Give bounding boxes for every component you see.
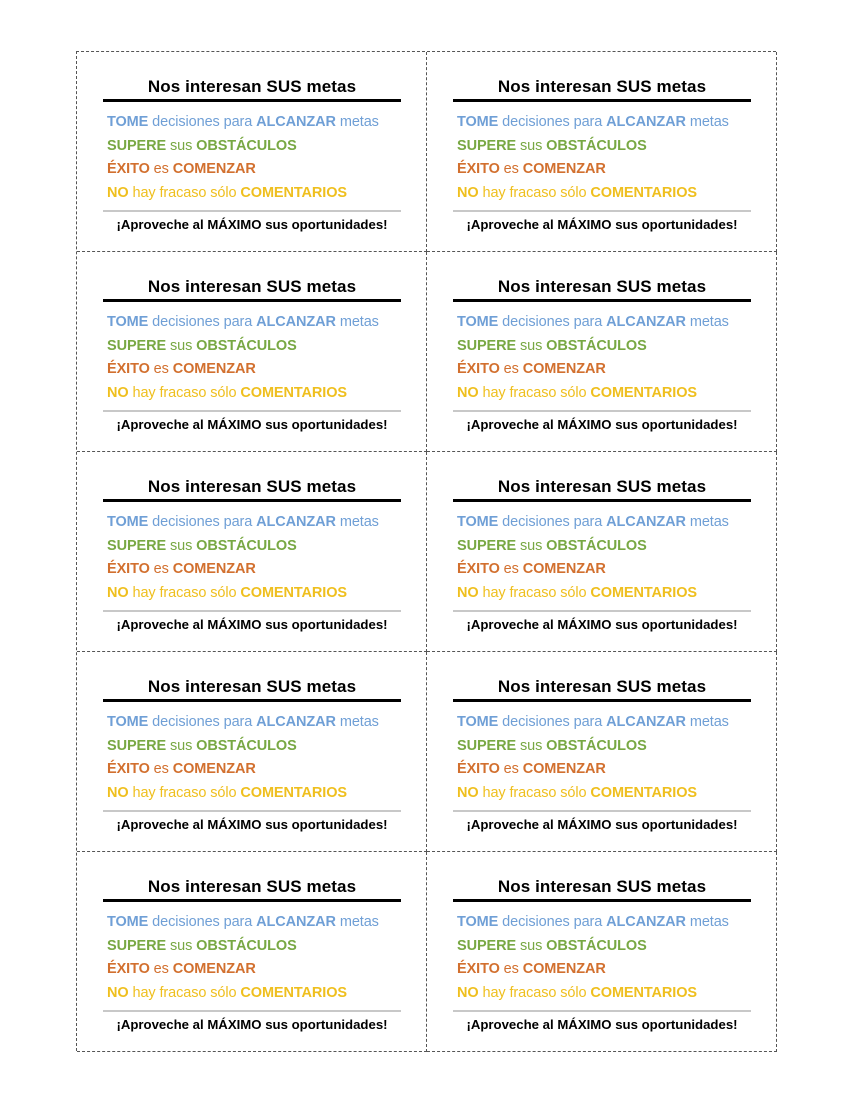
- slogan-keyword: NO: [457, 984, 479, 1001]
- slogan-line-exito: [457, 358, 751, 382]
- slogan-keyword: ALCANZAR: [606, 714, 686, 730]
- card-divider: [103, 210, 401, 212]
- slogan-keyword: ALCANZAR: [606, 914, 686, 930]
- slogan-keyword: COMENTARIOS: [240, 984, 347, 1001]
- slogan-text: hay fracaso sólo: [478, 184, 591, 201]
- slogan-text: es: [499, 761, 523, 777]
- slogan-keyword: ÉXITO: [107, 561, 150, 577]
- slogan-keyword: COMENZAR: [522, 361, 606, 377]
- slogan-line-no: [457, 782, 751, 806]
- slogan-text: decisiones para: [148, 914, 257, 930]
- slogan-keyword: OBSTÁCULOS: [196, 737, 297, 754]
- slogan-line-no: [457, 582, 751, 606]
- slogan-text: sus: [166, 137, 197, 154]
- slogan-keyword: NO: [107, 784, 129, 801]
- card-footer: ¡Aproveche al MÁXIMO sus oportunidades!: [116, 217, 388, 232]
- slogan-keyword: ÉXITO: [107, 161, 150, 177]
- slogan-keyword: OBSTÁCULOS: [196, 537, 297, 554]
- slogan-keyword: NO: [457, 184, 479, 201]
- slogan-keyword: SUPERE: [457, 337, 517, 354]
- slogan-line-exito: [107, 758, 401, 782]
- slogan-keyword: COMENTARIOS: [240, 784, 347, 801]
- slogan-line-tome: [107, 711, 401, 735]
- slogan-keyword: OBSTÁCULOS: [546, 537, 647, 554]
- slogan-line-exito: [457, 158, 751, 182]
- card-content: [103, 276, 401, 434]
- slogan-keyword: NO: [107, 584, 129, 601]
- slogan-keyword: OBSTÁCULOS: [196, 337, 297, 354]
- slogan-text: decisiones para: [498, 314, 607, 330]
- slogan-keyword: TOME: [457, 314, 499, 330]
- card-title: Nos interesan SUS metas: [453, 476, 751, 502]
- slogan-keyword: SUPERE: [107, 537, 167, 554]
- card-content: [453, 476, 751, 634]
- card-title: Nos interesan SUS metas: [103, 76, 401, 102]
- business-card: [427, 52, 777, 252]
- card-title: Nos interesan SUS metas: [453, 76, 751, 102]
- slogan-keyword: ÉXITO: [457, 961, 500, 977]
- business-card: [77, 452, 427, 652]
- slogan-text: sus: [516, 737, 547, 754]
- slogan-keyword: SUPERE: [457, 537, 517, 554]
- slogan-keyword: ÉXITO: [457, 361, 500, 377]
- slogan-keyword: TOME: [457, 514, 499, 530]
- card-divider: [453, 610, 751, 612]
- slogan-keyword: COMENTARIOS: [240, 184, 347, 201]
- slogan-keyword: COMENTARIOS: [590, 184, 697, 201]
- slogan-text: metas: [335, 314, 379, 330]
- slogan-text: decisiones para: [148, 514, 257, 530]
- slogan-keyword: TOME: [457, 914, 499, 930]
- slogan-text: metas: [685, 514, 729, 530]
- card-content: [453, 676, 751, 834]
- slogan-keyword: SUPERE: [107, 737, 167, 754]
- slogan-text: sus: [166, 537, 197, 554]
- card-slogan-lines: [103, 711, 401, 805]
- slogan-line-exito: [457, 758, 751, 782]
- slogan-line-no: [107, 182, 401, 206]
- slogan-text: decisiones para: [498, 914, 607, 930]
- slogan-keyword: NO: [107, 384, 129, 401]
- slogan-text: metas: [685, 914, 729, 930]
- slogan-line-no: [107, 982, 401, 1006]
- slogan-keyword: TOME: [107, 914, 149, 930]
- slogan-text: metas: [335, 514, 379, 530]
- slogan-keyword: COMENZAR: [172, 961, 256, 977]
- slogan-text: decisiones para: [498, 514, 607, 530]
- business-card: [427, 652, 777, 852]
- slogan-keyword: NO: [107, 984, 129, 1001]
- slogan-text: metas: [335, 914, 379, 930]
- slogan-keyword: ALCANZAR: [606, 114, 686, 130]
- slogan-keyword: COMENTARIOS: [590, 984, 697, 1001]
- slogan-text: sus: [516, 137, 547, 154]
- slogan-line-supere: [107, 935, 401, 959]
- business-card: [77, 52, 427, 252]
- slogan-text: es: [149, 761, 173, 777]
- slogan-text: decisiones para: [148, 714, 257, 730]
- card-footer: ¡Aproveche al MÁXIMO sus oportunidades!: [466, 817, 738, 832]
- card-divider: [453, 410, 751, 412]
- card-title: Nos interesan SUS metas: [103, 276, 401, 302]
- slogan-line-supere: [457, 735, 751, 759]
- card-content: [103, 676, 401, 834]
- card-content: [453, 76, 751, 234]
- slogan-keyword: SUPERE: [107, 937, 167, 954]
- card-divider: [453, 810, 751, 812]
- slogan-text: hay fracaso sólo: [128, 184, 241, 201]
- slogan-keyword: COMENTARIOS: [240, 384, 347, 401]
- slogan-keyword: ALCANZAR: [256, 514, 336, 530]
- slogan-keyword: OBSTÁCULOS: [546, 737, 647, 754]
- slogan-text: hay fracaso sólo: [478, 784, 591, 801]
- slogan-keyword: TOME: [457, 714, 499, 730]
- slogan-text: es: [499, 961, 523, 977]
- slogan-line-no: [107, 582, 401, 606]
- business-card: [427, 852, 777, 1052]
- slogan-keyword: SUPERE: [457, 737, 517, 754]
- business-card: [77, 652, 427, 852]
- slogan-line-supere: [107, 335, 401, 359]
- slogan-keyword: COMENTARIOS: [590, 384, 697, 401]
- card-divider: [453, 210, 751, 212]
- slogan-keyword: ALCANZAR: [256, 114, 336, 130]
- card-footer: ¡Aproveche al MÁXIMO sus oportunidades!: [116, 817, 388, 832]
- slogan-keyword: COMENZAR: [522, 961, 606, 977]
- slogan-keyword: COMENTARIOS: [590, 784, 697, 801]
- slogan-keyword: SUPERE: [107, 337, 167, 354]
- slogan-text: decisiones para: [148, 114, 257, 130]
- slogan-keyword: OBSTÁCULOS: [196, 937, 297, 954]
- slogan-keyword: ÉXITO: [457, 161, 500, 177]
- slogan-keyword: OBSTÁCULOS: [546, 337, 647, 354]
- slogan-line-exito: [457, 558, 751, 582]
- slogan-text: es: [149, 361, 173, 377]
- card-slogan-lines: [103, 111, 401, 205]
- card-title: Nos interesan SUS metas: [453, 876, 751, 902]
- card-divider: [103, 810, 401, 812]
- card-title: Nos interesan SUS metas: [453, 676, 751, 702]
- business-card: [427, 452, 777, 652]
- slogan-keyword: COMENZAR: [522, 761, 606, 777]
- slogan-line-supere: [107, 135, 401, 159]
- slogan-line-supere: [457, 135, 751, 159]
- slogan-line-exito: [107, 558, 401, 582]
- slogan-line-no: [457, 982, 751, 1006]
- slogan-keyword: OBSTÁCULOS: [546, 137, 647, 154]
- slogan-line-tome: [457, 711, 751, 735]
- card-footer: ¡Aproveche al MÁXIMO sus oportunidades!: [116, 417, 388, 432]
- card-slogan-lines: [453, 511, 751, 605]
- slogan-keyword: ALCANZAR: [606, 514, 686, 530]
- slogan-keyword: NO: [107, 184, 129, 201]
- slogan-keyword: COMENZAR: [522, 161, 606, 177]
- card-footer: ¡Aproveche al MÁXIMO sus oportunidades!: [466, 1017, 738, 1032]
- card-content: [103, 476, 401, 634]
- slogan-line-tome: [107, 111, 401, 135]
- slogan-text: sus: [166, 737, 197, 754]
- slogan-line-tome: [107, 311, 401, 335]
- business-card-sheet: [76, 51, 776, 1051]
- slogan-text: sus: [166, 337, 197, 354]
- slogan-keyword: SUPERE: [457, 937, 517, 954]
- slogan-text: es: [499, 161, 523, 177]
- slogan-keyword: SUPERE: [107, 137, 167, 154]
- card-footer: ¡Aproveche al MÁXIMO sus oportunidades!: [466, 617, 738, 632]
- slogan-line-tome: [107, 511, 401, 535]
- slogan-text: decisiones para: [498, 114, 607, 130]
- slogan-line-no: [107, 382, 401, 406]
- slogan-line-supere: [457, 335, 751, 359]
- card-slogan-lines: [103, 911, 401, 1005]
- slogan-line-tome: [107, 911, 401, 935]
- slogan-line-supere: [457, 935, 751, 959]
- slogan-line-exito: [107, 158, 401, 182]
- slogan-line-tome: [457, 311, 751, 335]
- card-divider: [103, 610, 401, 612]
- slogan-text: decisiones para: [498, 714, 607, 730]
- slogan-keyword: COMENTARIOS: [590, 584, 697, 601]
- slogan-keyword: NO: [457, 784, 479, 801]
- slogan-line-tome: [457, 911, 751, 935]
- slogan-keyword: ALCANZAR: [606, 314, 686, 330]
- card-title: Nos interesan SUS metas: [453, 276, 751, 302]
- slogan-text: sus: [516, 337, 547, 354]
- slogan-keyword: COMENZAR: [522, 561, 606, 577]
- card-footer: ¡Aproveche al MÁXIMO sus oportunidades!: [116, 617, 388, 632]
- card-slogan-lines: [453, 111, 751, 205]
- slogan-line-supere: [107, 735, 401, 759]
- card-footer: ¡Aproveche al MÁXIMO sus oportunidades!: [466, 217, 738, 232]
- slogan-text: hay fracaso sólo: [128, 784, 241, 801]
- slogan-text: metas: [335, 714, 379, 730]
- slogan-line-tome: [457, 511, 751, 535]
- slogan-text: sus: [516, 537, 547, 554]
- card-title: Nos interesan SUS metas: [103, 876, 401, 902]
- slogan-text: sus: [516, 937, 547, 954]
- business-card: [427, 252, 777, 452]
- slogan-text: metas: [685, 714, 729, 730]
- slogan-text: es: [149, 161, 173, 177]
- card-slogan-lines: [453, 311, 751, 405]
- slogan-line-no: [457, 382, 751, 406]
- slogan-keyword: ÉXITO: [107, 361, 150, 377]
- slogan-keyword: TOME: [107, 114, 149, 130]
- slogan-line-exito: [457, 958, 751, 982]
- slogan-line-exito: [107, 358, 401, 382]
- slogan-keyword: OBSTÁCULOS: [196, 137, 297, 154]
- slogan-keyword: TOME: [107, 514, 149, 530]
- slogan-line-no: [107, 782, 401, 806]
- card-divider: [103, 1010, 401, 1012]
- slogan-keyword: COMENZAR: [172, 761, 256, 777]
- card-slogan-lines: [453, 911, 751, 1005]
- slogan-keyword: SUPERE: [457, 137, 517, 154]
- business-card: [77, 852, 427, 1052]
- slogan-line-no: [457, 182, 751, 206]
- card-slogan-lines: [103, 511, 401, 605]
- slogan-text: hay fracaso sólo: [128, 984, 241, 1001]
- card-content: [453, 876, 751, 1034]
- slogan-keyword: ALCANZAR: [256, 314, 336, 330]
- slogan-text: es: [499, 361, 523, 377]
- slogan-text: hay fracaso sólo: [478, 984, 591, 1001]
- card-slogan-lines: [453, 711, 751, 805]
- slogan-keyword: TOME: [457, 114, 499, 130]
- slogan-keyword: ÉXITO: [107, 961, 150, 977]
- slogan-text: es: [149, 561, 173, 577]
- slogan-text: es: [499, 561, 523, 577]
- slogan-line-supere: [457, 535, 751, 559]
- slogan-keyword: TOME: [107, 714, 149, 730]
- card-title: Nos interesan SUS metas: [103, 676, 401, 702]
- slogan-text: hay fracaso sólo: [478, 584, 591, 601]
- card-content: [103, 76, 401, 234]
- slogan-text: hay fracaso sólo: [478, 384, 591, 401]
- slogan-keyword: OBSTÁCULOS: [546, 937, 647, 954]
- slogan-keyword: COMENZAR: [172, 361, 256, 377]
- slogan-keyword: NO: [457, 584, 479, 601]
- slogan-keyword: ALCANZAR: [256, 714, 336, 730]
- slogan-text: sus: [166, 937, 197, 954]
- slogan-line-tome: [457, 111, 751, 135]
- card-footer: ¡Aproveche al MÁXIMO sus oportunidades!: [466, 417, 738, 432]
- business-card: [77, 252, 427, 452]
- card-content: [453, 276, 751, 434]
- slogan-text: metas: [335, 114, 379, 130]
- slogan-text: hay fracaso sólo: [128, 384, 241, 401]
- slogan-keyword: TOME: [107, 314, 149, 330]
- slogan-keyword: NO: [457, 384, 479, 401]
- slogan-text: es: [149, 961, 173, 977]
- card-content: [103, 876, 401, 1034]
- slogan-text: metas: [685, 114, 729, 130]
- slogan-keyword: ÉXITO: [457, 561, 500, 577]
- slogan-keyword: ALCANZAR: [256, 914, 336, 930]
- card-slogan-lines: [103, 311, 401, 405]
- slogan-text: decisiones para: [148, 314, 257, 330]
- card-footer: ¡Aproveche al MÁXIMO sus oportunidades!: [116, 1017, 388, 1032]
- slogan-line-exito: [107, 958, 401, 982]
- slogan-text: metas: [685, 314, 729, 330]
- slogan-keyword: COMENZAR: [172, 561, 256, 577]
- slogan-keyword: ÉXITO: [457, 761, 500, 777]
- card-title: Nos interesan SUS metas: [103, 476, 401, 502]
- slogan-keyword: ÉXITO: [107, 761, 150, 777]
- slogan-keyword: COMENZAR: [172, 161, 256, 177]
- slogan-line-supere: [107, 535, 401, 559]
- card-divider: [453, 1010, 751, 1012]
- slogan-keyword: COMENTARIOS: [240, 584, 347, 601]
- slogan-text: hay fracaso sólo: [128, 584, 241, 601]
- card-divider: [103, 410, 401, 412]
